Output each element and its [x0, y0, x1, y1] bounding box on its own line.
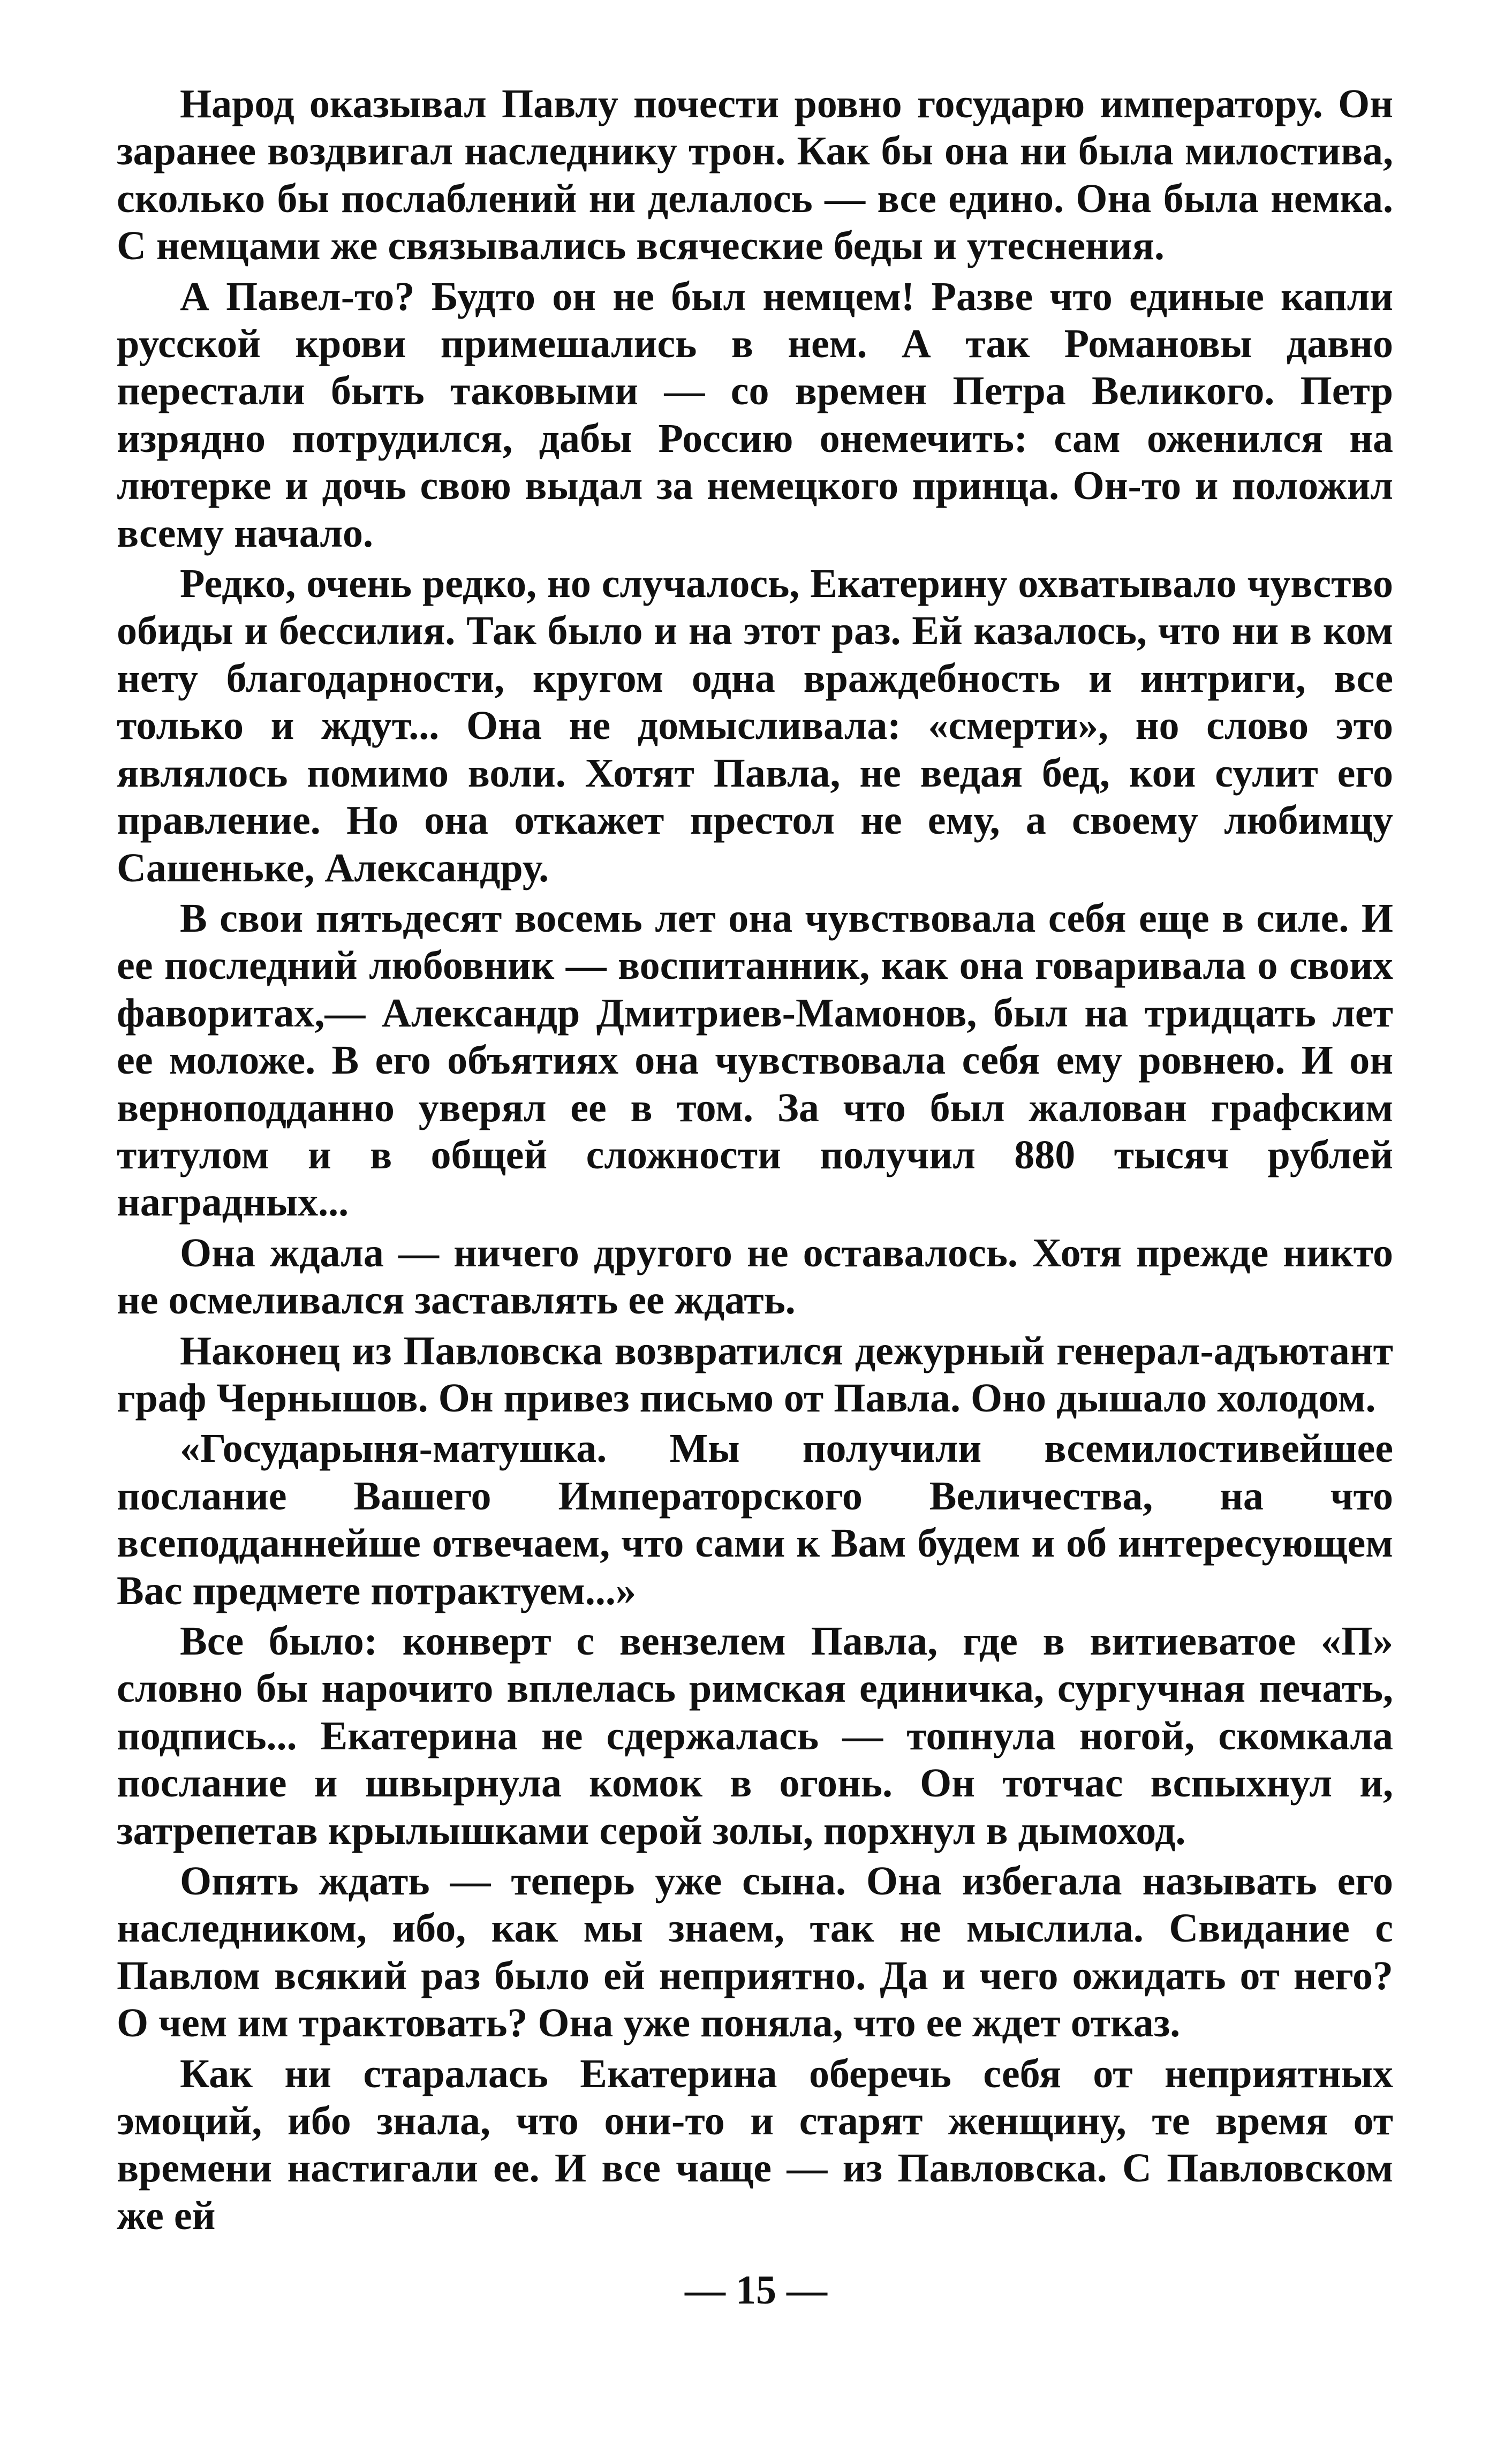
page-number: — 15 —: [685, 2268, 827, 2313]
paragraph-6: Наконец из Павловска возвратился дежурный генерал-адъютант граф Чернышов. Он привез письмо от Павла. Оно дышало холодом.: [117, 1328, 1393, 1421]
paragraph-5: Она ждала — ничего другого не оставалось. Хотя прежде никто не осмеливался заставлять ее ждать.: [117, 1230, 1393, 1323]
paragraph-8: Все было: конверт с вензелем Павла, где в витиеватое «П» словно бы нарочито вплелась римская единичка, сургучная печать, подпись... Екатерина не сдержалась — топнула ногой, скомкала послание и швырнула комок в огонь. Он тотчас вспыхнул и, затрепетав крылышками серой золы, порхнул в дымоход.: [117, 1619, 1393, 1853]
paragraph-9: Опять ждать — теперь уже сына. Она избегала называть его наследником, ибо, как мы знаем, так не мыслила. Свидание с Павлом всякий раз было ей неприятно. Да и чего ожидать от него? О чем им трактовать? Она уже поняла, что ее ждет отказ.: [117, 1859, 1393, 2046]
paragraph-7: «Государыня-матушка. Мы получили всемилостивейшее послание Вашего Императорского Величества, на что всеподданнейше отвечаем, что сами к Вам будем и об интересующем Вас предмете потрактуем...»: [117, 1426, 1393, 1613]
paragraph-10: Как ни старалась Екатерина оберечь себя от неприятных эмоций, ибо знала, что они-то и старят женщину, те время от времени настигали ее. И все чаще — из Павловска. С Павловском же ей: [117, 2051, 1393, 2238]
paragraph-2: А Павел-то? Будто он не был немцем! Разве что единые капли русской крови примешались в нем. А так Романовы давно перестали быть таковыми — со времен Петра Великого. Петр изрядно потрудился, дабы Россию онемечить: сам оженился на лютерке и дочь свою выдал за немецкого принца. Он-то и положил всему начало.: [117, 274, 1393, 556]
page-text: [117, 80, 1393, 2329]
paragraph-4: В свои пятьдесят восемь лет она чувствовала себя еще в силе. И ее последний любовник — воспитанник, как она говаривала о своих фаворитах,— Александр Дмитриев-Мамонов, был на тридцать лет ее моложе. В его объятиях она чувствовала себя ему ровнею. И он верноподданно уверял ее в том. За что был жалован графским титулом и в общей сложности получил 880 тысяч рублей наградных...: [117, 895, 1393, 1225]
paragraph-1: Народ оказывал Павлу почести ровно государю императору. Он заранее воздвигал наследнику трон. Как бы она ни была милостива, сколько бы послаблений ни делалось — все едино. Она была немка. С немцами же связывались всяческие беды и утеснения.: [117, 81, 1393, 269]
paragraph-3: Редко, очень редко, но случалось, Екатерину охватывало чувство обиды и бессилия. Так было и на этот раз. Ей казалось, что ни в ком нету благодарности, кругом одна враждебность и интриги, все только и ждут... Она не домысливала: «смерти», но слово это являлось помимо воли. Хотят Павла, не ведая бед, кои сулит его правление. Но она откажет престол не ему, а своему любимцу Сашеньке, Александру.: [117, 561, 1393, 890]
